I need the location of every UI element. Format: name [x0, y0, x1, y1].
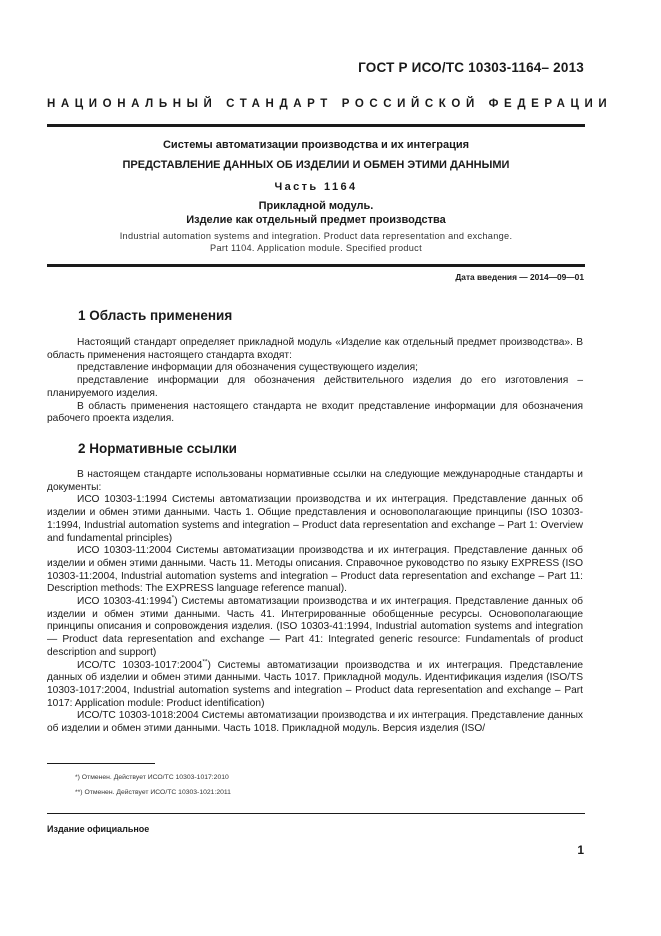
- section2-heading: 2 Нормативные ссылки: [78, 441, 237, 456]
- title-english-line1: Industrial automation systems and integration. Product data representation and exchange.: [119, 231, 513, 241]
- section2-paragraph: ИСО 10303-1:1994 Системы автоматизации производства и их интеграция. Представление данных об изделии и обмен этими данными. Часть 1. Общие представления и основополагающие принципы (ISO 10303-1:1994, Industrial automation systems and integration – Product data representation and exchange – Part 1: Overview and fundamental principles): [47, 494, 583, 544]
- footnote-1: *) Отменен. Действует ИСО/ТС 10303-1017:2010: [75, 774, 229, 781]
- section2-paragraph: ИСО 10303-11:2004 Системы автоматизации производства и их интеграция. Представление данных об изделии и обмен этими данными. Часть 11. Методы описания. Справочное руководство по языку EXPRESS (ISO 10303-11:2004, Industrial automation systems and integration – Product data representation and exchange – Part 11: Description methods: The EXPRESS language reference manual).: [47, 545, 583, 595]
- footnote-marker: *: [171, 594, 175, 602]
- edition-label: Издание официальное: [47, 824, 150, 834]
- section1-heading: 1 Область применения: [78, 308, 233, 323]
- title-series: Системы автоматизации производства и их интеграция: [162, 139, 470, 151]
- section1-paragraph: Настоящий стандарт определяет прикладной модуль «Изделие как отдельный предмет производства». В область применения настоящего стандарта входят:: [47, 337, 583, 361]
- ref-text: ) Системы автоматизации производства и их интеграция. Представление данных об изделии и обмен этими данными. Часть 41. Интегрированные обобщенные ресурсы. Основополагающие принципы описания и сопровождения изделия. (ISO 10303-41:1994, Industrial automation systems and integration — Product data representation and exchange — Part 41: Integrated generic resource: Fundamentals of product description and support): [47, 596, 583, 658]
- section2-paragraph: В настоящем стандарте использованы нормативные ссылки на следующие международные стандарты и документы:: [47, 469, 583, 493]
- section2-paragraph: [47, 596, 583, 660]
- footnote-rule: [47, 763, 155, 764]
- title-main: ПРЕДСТАВЛЕНИЕ ДАННЫХ ОБ ИЗДЕЛИИ И ОБМЕН ЭТИМИ ДАННЫМИ: [122, 159, 510, 171]
- title-module-line2: Изделие как отдельный предмет производства: [186, 214, 446, 226]
- title-module: [47, 199, 585, 227]
- page-number: 1: [577, 843, 584, 857]
- section2-body: [47, 469, 583, 736]
- footnote-2: **) Отменен. Действует ИСО/ТС 10303-1021:2011: [75, 789, 231, 796]
- footnote-marker: **: [202, 658, 208, 666]
- title-rule: [47, 264, 585, 267]
- section1-paragraph: представление информации для обозначения существующего изделия;: [77, 362, 419, 374]
- introduction-date: Дата введения — 2014—09—01: [455, 272, 584, 282]
- header-rule: [47, 124, 585, 127]
- section2-paragraph: [47, 660, 583, 711]
- title-part: Часть 1164: [274, 181, 358, 193]
- footer-rule: [47, 813, 585, 814]
- national-standard-banner: НАЦИОНАЛЬНЫЙ СТАНДАРТ РОССИЙСКОЙ ФЕДЕРАЦИИ: [47, 98, 613, 110]
- ref-code: ИСО 10303-41:1994: [77, 596, 172, 608]
- section1-paragraph: представление информации для обозначения действительного изделия до его изготовления – планируемого изделия.: [47, 375, 583, 399]
- ref-code: ИСО/ТС 10303-1017:2004: [77, 659, 203, 671]
- section2-paragraph: ИСО/ТС 10303-1018:2004 Системы автоматизации производства и их интеграция. Представление данных об изделии и обмен этими данными. Часть 1018. Прикладной модуль. Версия изделия (ISO/: [47, 710, 583, 735]
- title-module-line1: Прикладной модуль.: [258, 200, 374, 212]
- title-english-line2: Part 1104. Application module. Specified product: [210, 243, 422, 253]
- title-english: [47, 230, 585, 254]
- section1-paragraph: В область применения настоящего стандарта не входит представление информации для обозначения рабочего проекта изделия.: [47, 400, 583, 425]
- section1-body: [47, 337, 583, 426]
- standard-code: ГОСТ Р ИСО/ТС 10303-1164– 2013: [358, 60, 584, 75]
- ref-text: ) Системы автоматизации производства и их интеграция. Представление данных об изделии и обмен этими данными. Часть 1017. Прикладной модуль. Идентификация изделия (ISO/TS 10303-1017:2004, Industrial automation systems and integration – Product data representation and exchange – Part 1017: Application module: Product identification): [47, 659, 583, 709]
